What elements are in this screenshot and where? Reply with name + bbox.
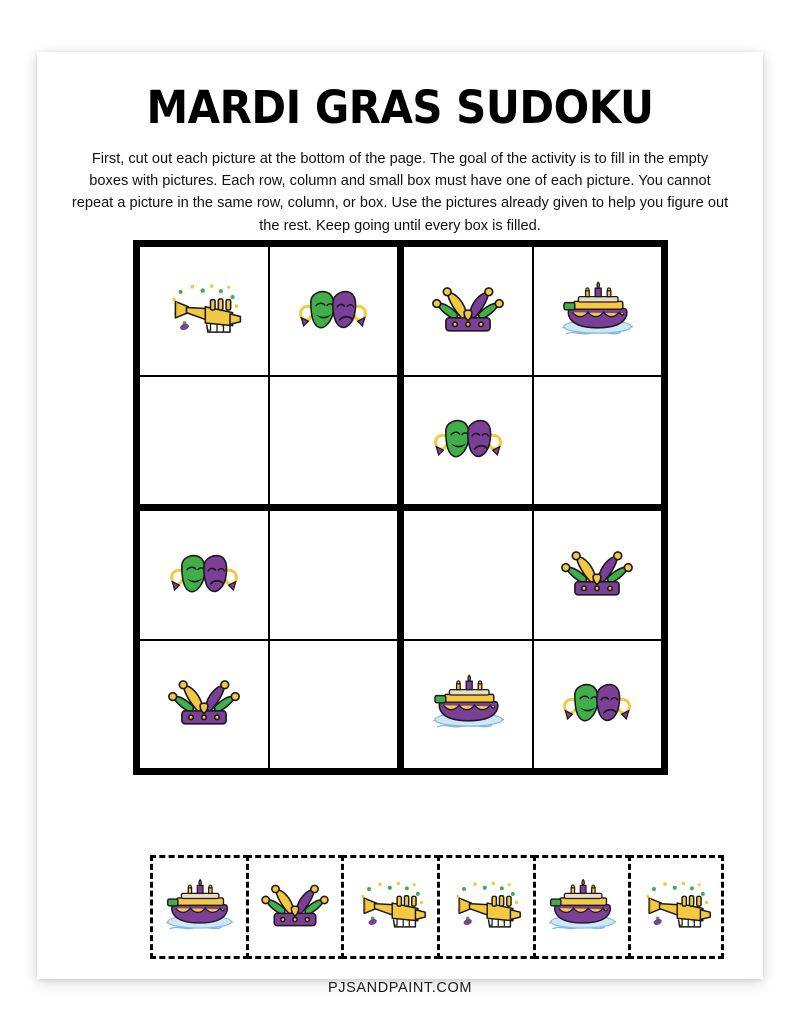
masks-icon xyxy=(294,280,372,342)
sudoku-cell-r1c4-float[interactable] xyxy=(534,247,662,375)
sudoku-grid xyxy=(133,240,668,775)
masks-icon xyxy=(558,673,636,735)
trumpet-icon xyxy=(449,878,523,936)
sudoku-cell-r2c1-empty[interactable] xyxy=(140,377,268,505)
masks-icon xyxy=(429,409,507,471)
float-icon xyxy=(545,878,619,936)
float-icon xyxy=(162,878,236,936)
sudoku-cell-r2c2-empty[interactable] xyxy=(270,377,398,505)
cutout-piece-5-float[interactable] xyxy=(533,855,632,959)
trumpet-icon xyxy=(639,878,713,936)
sudoku-cell-r3c3-empty[interactable] xyxy=(404,511,532,639)
cutout-piece-6-trumpet[interactable] xyxy=(628,855,724,959)
cutout-piece-2-jester-hat[interactable] xyxy=(246,855,345,959)
sudoku-grid-inner xyxy=(140,247,661,768)
cutout-piece-1-float[interactable] xyxy=(150,855,249,959)
sudoku-cell-r4c1-jester-hat[interactable] xyxy=(140,641,268,769)
jester-hat-icon xyxy=(429,280,507,342)
page-title: MARDI GRAS SUDOKU xyxy=(146,81,654,134)
block-top-left xyxy=(140,247,397,504)
jester-hat-icon xyxy=(258,878,332,936)
cutout-piece-4-trumpet[interactable] xyxy=(437,855,536,959)
sudoku-cell-r1c1-trumpet[interactable] xyxy=(140,247,268,375)
worksheet-page xyxy=(37,52,763,996)
sudoku-cell-r1c3-jester-hat[interactable] xyxy=(404,247,532,375)
sudoku-cell-r4c4-masks[interactable] xyxy=(534,641,662,769)
jester-hat-icon xyxy=(165,673,243,735)
block-top-right xyxy=(404,247,661,504)
float-icon xyxy=(558,280,636,342)
block-bottom-right xyxy=(404,511,661,768)
sudoku-cell-r4c3-float[interactable] xyxy=(404,641,532,769)
sudoku-cell-r3c4-jester-hat[interactable] xyxy=(534,511,662,639)
trumpet-icon xyxy=(165,280,243,342)
sudoku-cell-r2c3-masks[interactable] xyxy=(404,377,532,505)
block-bottom-left xyxy=(140,511,397,768)
instructions-paragraph: First, cut out each picture at the bottom of the page. The goal of the activity is to fill in the empty boxes with pictures. Each row, column and small box must have one of each picture. You cannot repeat a picture in the same row, column, or box. Use the pictures already given to help you figure out the rest. Keep going until every box is filled. xyxy=(71,151,729,234)
cutout-piece-3-trumpet[interactable] xyxy=(341,855,440,959)
jester-hat-icon xyxy=(558,544,636,606)
footer-website: PJSANDPAINT.COM xyxy=(327,980,473,996)
masks-icon xyxy=(165,544,243,606)
sudoku-cell-r1c2-masks[interactable] xyxy=(270,247,398,375)
cutout-strip xyxy=(150,855,724,959)
sudoku-cell-r3c2-empty[interactable] xyxy=(270,511,398,639)
sudoku-cell-r2c4-empty[interactable] xyxy=(534,377,662,505)
sudoku-cell-r3c1-masks[interactable] xyxy=(140,511,268,639)
trumpet-icon xyxy=(354,878,428,936)
sudoku-cell-r4c2-empty[interactable] xyxy=(270,641,398,769)
float-icon xyxy=(429,673,507,735)
